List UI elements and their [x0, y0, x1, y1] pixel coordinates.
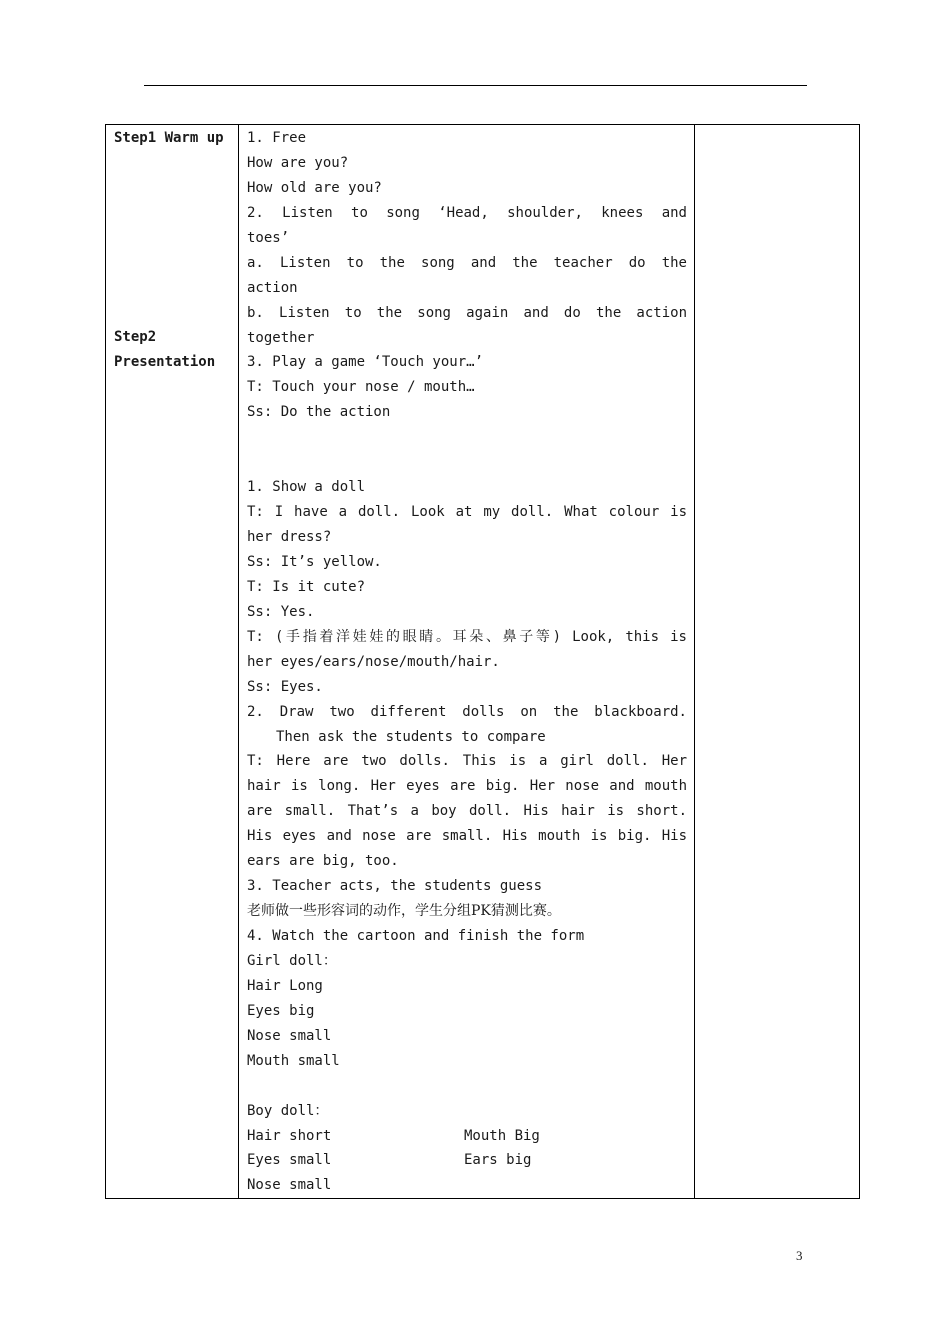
content-line: T: (手指着洋娃娃的眼睛。耳朵、鼻子等) Look, this is — [247, 628, 687, 645]
step1-label: Step1 Warm up — [114, 130, 224, 146]
content-line: How are you? — [247, 154, 349, 171]
content-line: 2. Listen to song ‘Head, shoulder, knees and — [247, 204, 687, 221]
form-row — [247, 1173, 687, 1198]
content-line: Ss: Do the action — [247, 404, 391, 421]
form-cell: Eyes small — [247, 1152, 332, 1169]
step2-label-line2: Presentation — [114, 354, 216, 370]
content-line: 老师做一些形容词的动作，学生分组PK猜测比赛。 — [247, 903, 561, 920]
content-line: hair is long. Her eyes are big. Her nose and mouth — [247, 778, 687, 795]
content-line: a. Listen to the song and the teacher do the — [247, 254, 687, 271]
form-row: Mouth small — [247, 1052, 340, 1069]
notes-column-cell — [695, 125, 860, 1199]
content-line: Then ask the students to compare — [276, 728, 546, 745]
step2-label-line1: Step2 — [114, 329, 157, 345]
content-line: her eyes/ears/nose/mouth/hair. — [247, 653, 500, 670]
form-cell: Nose small — [247, 1177, 332, 1194]
content-line: Boy doll： — [247, 1102, 329, 1119]
form-row: Nose small — [247, 1027, 332, 1044]
content-line: toes’ — [247, 229, 290, 246]
form-row: Eyes big — [247, 1002, 315, 1019]
content-line: b. Listen to the song again and do the action — [247, 304, 687, 321]
blank-line — [247, 450, 687, 475]
content-line: Ss: It’s yellow. — [247, 553, 382, 570]
content-line: 3. Teacher acts, the students guess — [247, 878, 543, 895]
form-cell: Hair short — [247, 1127, 332, 1144]
header-rule — [144, 85, 807, 86]
content-line: together — [247, 329, 315, 346]
form-row — [247, 1124, 687, 1149]
content-line: T: I have a doll. Look at my doll. What colour is — [247, 504, 687, 521]
content-line: ears are big, too. — [247, 853, 399, 870]
form-row — [247, 1148, 687, 1173]
content-line: T: Here are two dolls. This is a girl doll. Her — [247, 753, 687, 770]
form-cell: Ears big — [464, 1152, 532, 1169]
content-line: action — [247, 279, 298, 296]
content-line: 1. Show a doll — [247, 479, 366, 496]
content-line: 3. Play a game ‘Touch your…’ — [247, 354, 484, 371]
content-line: 4. Watch the cartoon and finish the form — [247, 928, 585, 944]
page-number: 3 — [796, 1248, 803, 1263]
content-line: are small. That’s a boy doll. His hair is short. — [247, 803, 687, 820]
procedure-content-cell — [239, 125, 695, 1199]
step2-label — [114, 325, 215, 375]
blank-line — [247, 1074, 687, 1099]
content-line: 2. Draw two different dolls on the blackboard. — [247, 703, 687, 720]
blank-line — [247, 425, 687, 450]
content-line: Girl doll： — [247, 952, 337, 969]
table-row — [106, 125, 860, 1199]
content-line: How old are you? — [247, 179, 382, 196]
lesson-plan-table — [105, 124, 860, 1199]
content-line: Ss: Yes. — [247, 603, 315, 620]
form-row: Hair Long — [247, 977, 323, 994]
step-column-cell — [106, 125, 239, 1199]
content-line: His eyes and nose are small. His mouth is big. His — [247, 828, 687, 845]
form-cell: Mouth Big — [464, 1127, 540, 1144]
content-line: her dress? — [247, 529, 332, 545]
content-line: T: Touch your nose / mouth… — [247, 379, 475, 396]
content-line: 1. Free — [247, 130, 307, 146]
content-line: T: Is it cute? — [247, 578, 366, 595]
content-line: Ss: Eyes. — [247, 678, 323, 695]
